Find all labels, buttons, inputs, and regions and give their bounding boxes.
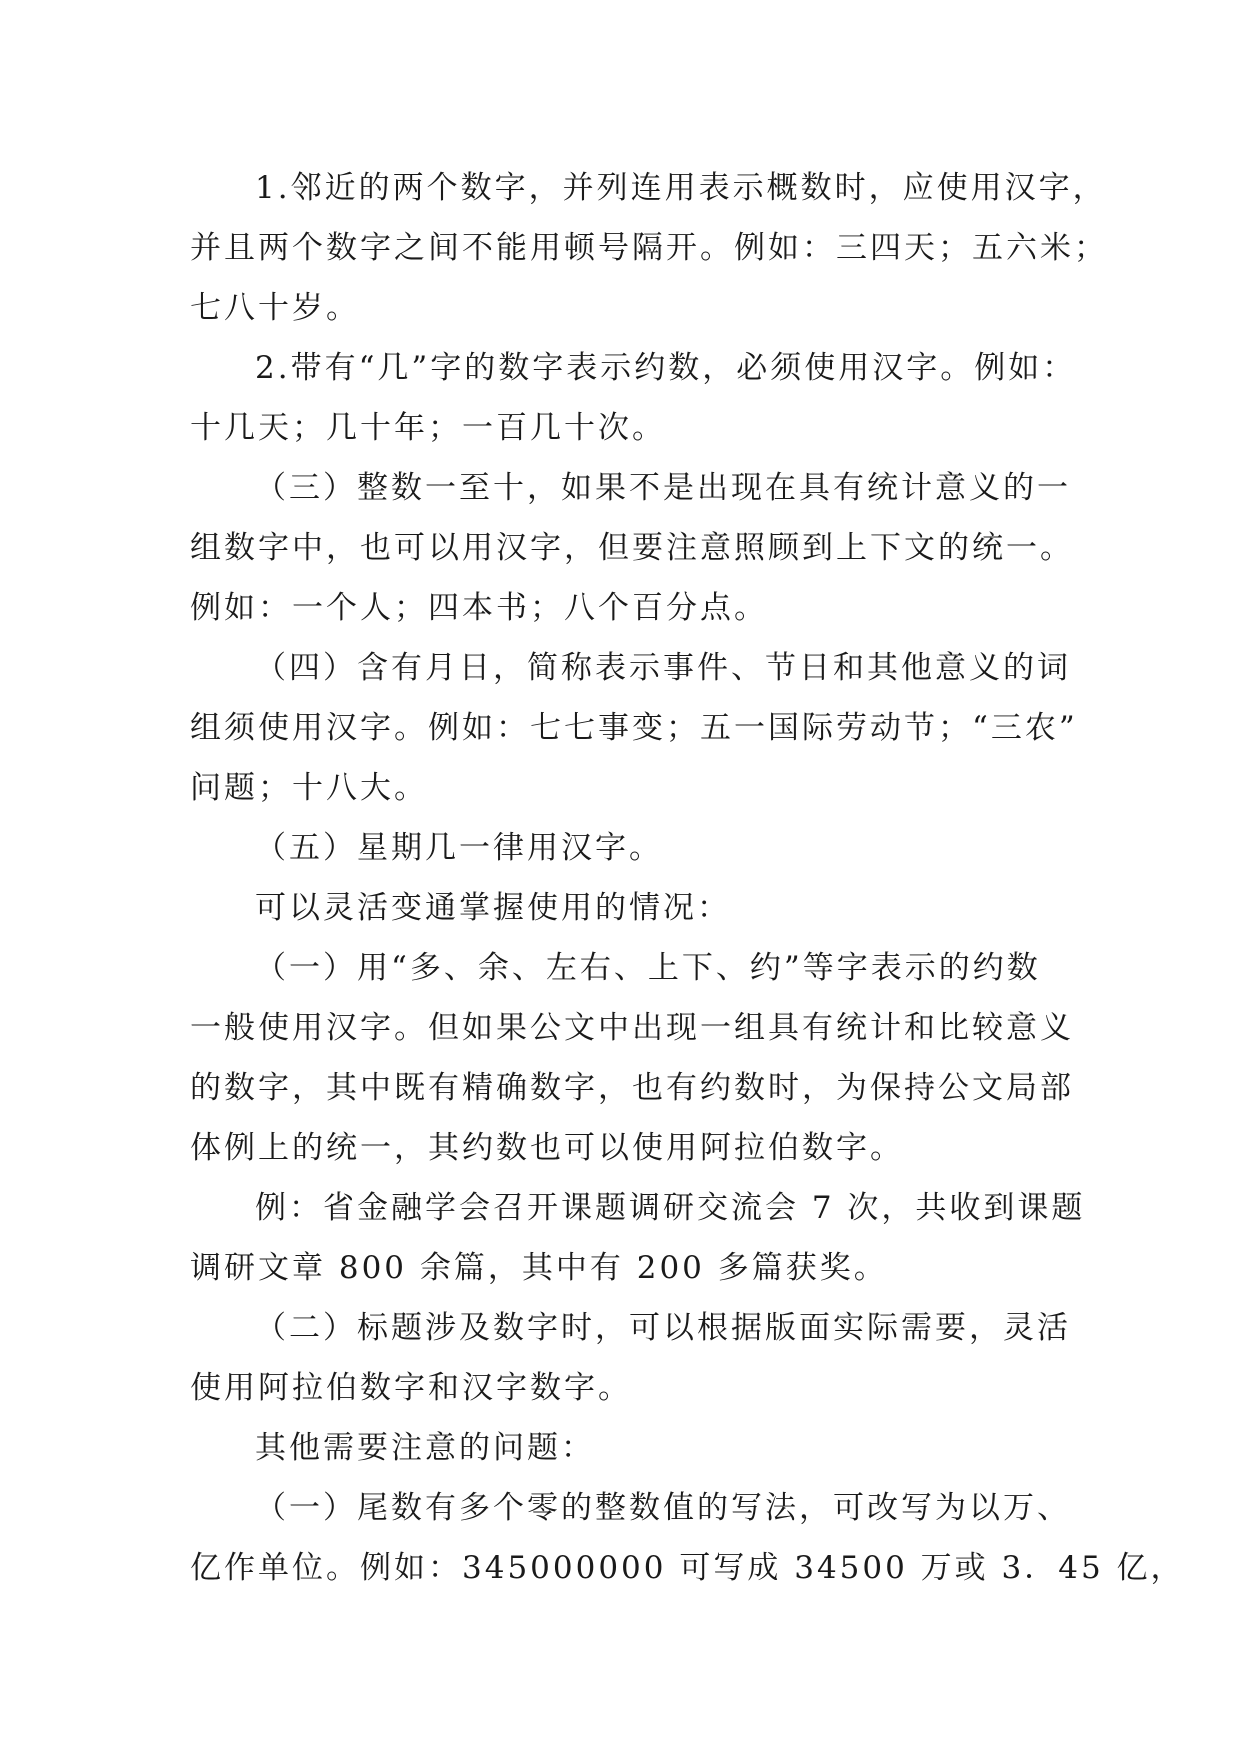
paragraph-1-line-1: 1.邻近的两个数字，并列连用表示概数时，应使用汉字， [255, 170, 1107, 206]
paragraph-3-line-3: 例如：一个人；四本书；八个百分点。 [190, 590, 768, 626]
paragraph-6-line-3: 的数字，其中既有精确数字，也有约数时，为保持公文局部 [190, 1070, 1074, 1106]
section-heading-other-issues: 其他需要注意的问题： [255, 1430, 595, 1466]
paragraph-2-line-1: 2.带有“几”字的数字表示约数，必须使用汉字。例如： [255, 350, 1077, 386]
paragraph-8-line-2: 亿作单位。例如：345000000 可写成 34500 万或 3．45 亿， [190, 1550, 1185, 1586]
paragraph-7-line-1: （二）标题涉及数字时，可以根据版面实际需要，灵活 [255, 1310, 1071, 1346]
example-line-1: 例：省金融学会召开课题调研交流会 7 次，共收到课题 [255, 1190, 1086, 1226]
paragraph-2-line-2: 十几天；几十年；一百几十次。 [190, 410, 666, 446]
paragraph-6-line-4: 体例上的统一，其约数也可以使用阿拉伯数字。 [190, 1130, 904, 1166]
paragraph-5-line-1: （五）星期几一律用汉字。 [255, 830, 663, 866]
paragraph-8-line-1: （一）尾数有多个零的整数值的写法，可改写为以万、 [255, 1490, 1071, 1526]
paragraph-4-line-3: 问题；十八大。 [190, 770, 428, 806]
paragraph-4-line-1: （四）含有月日，简称表示事件、节日和其他意义的词 [255, 650, 1071, 686]
paragraph-3-line-2: 组数字中，也可以用汉字，但要注意照顾到上下文的统一。 [190, 530, 1074, 566]
paragraph-1-line-2: 并且两个数字之间不能用顿号隔开。例如：三四天；五六米； [190, 230, 1108, 266]
paragraph-7-line-2: 使用阿拉伯数字和汉字数字。 [190, 1370, 632, 1406]
paragraph-6-line-2: 一般使用汉字。但如果公文中出现一组具有统计和比较意义 [190, 1010, 1074, 1046]
paragraph-6-line-1: （一）用“多、余、左右、上下、约”等字表示的约数 [255, 950, 1041, 986]
paragraph-4-line-2: 组须使用汉字。例如：七七事变；五一国际劳动节；“三农” [190, 710, 1078, 746]
paragraph-1-line-3: 七八十岁。 [190, 290, 360, 326]
example-line-2: 调研文章 800 余篇，其中有 200 多篇获奖。 [190, 1250, 888, 1286]
section-heading-flexible-use: 可以灵活变通掌握使用的情况： [255, 890, 731, 926]
paragraph-3-line-1: （三）整数一至十，如果不是出现在具有统计意义的一 [255, 470, 1071, 506]
